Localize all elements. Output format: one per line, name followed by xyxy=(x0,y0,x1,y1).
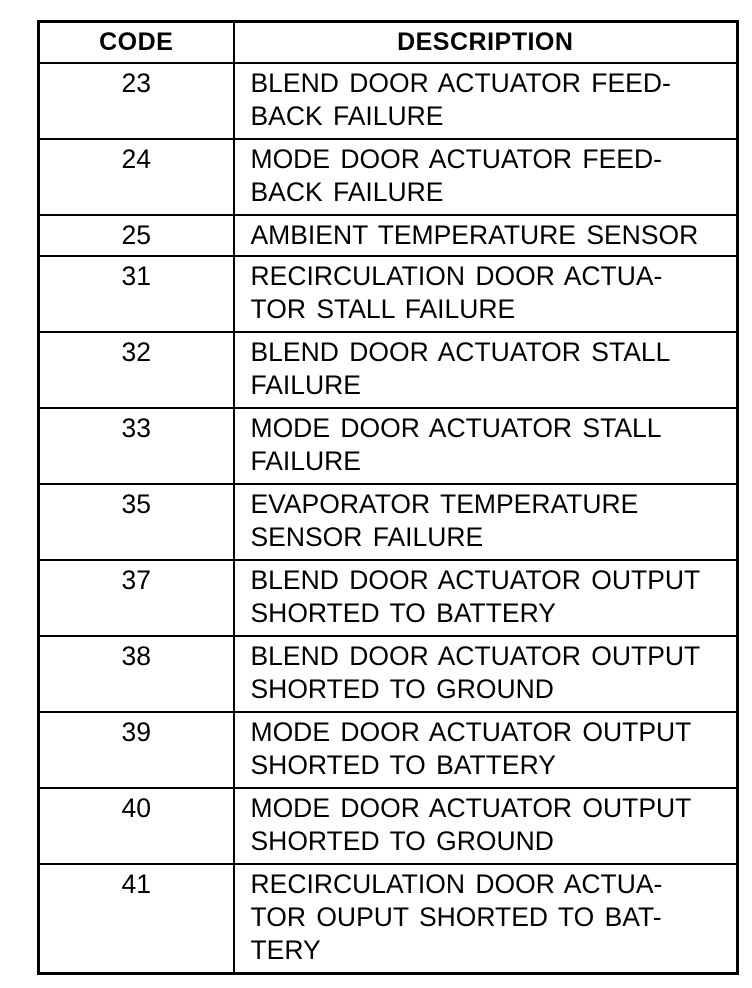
diagnostic-code-table xyxy=(37,20,739,975)
table-row xyxy=(39,484,738,560)
description-line: MODE DOOR ACTUATOR FEED- xyxy=(250,144,662,174)
code-cell: 23 xyxy=(39,63,234,139)
description-line: FAILURE xyxy=(250,370,361,400)
code-cell: 32 xyxy=(39,332,234,408)
table-row xyxy=(39,139,738,215)
table-row xyxy=(39,788,738,864)
code-cell: 40 xyxy=(39,788,234,864)
table-row xyxy=(39,636,738,712)
description-line: SHORTED TO GROUND xyxy=(250,826,554,856)
table-row xyxy=(39,712,738,788)
description-line: BACK FAILURE xyxy=(250,101,444,131)
description-line: SHORTED TO BATTERY xyxy=(250,750,556,780)
header-row xyxy=(39,22,738,64)
table-row xyxy=(39,864,738,974)
description-cell xyxy=(234,484,738,560)
description-line: EVAPORATOR TEMPERATURE xyxy=(250,489,639,519)
description-cell xyxy=(234,864,738,974)
code-cell: 31 xyxy=(39,256,234,332)
description-line: AMBIENT TEMPERATURE SENSOR xyxy=(250,220,699,250)
description-line: TOR STALL FAILURE xyxy=(250,294,516,324)
description-line: MODE DOOR ACTUATOR OUTPUT xyxy=(250,793,692,823)
code-cell: 41 xyxy=(39,864,234,974)
description-cell xyxy=(234,788,738,864)
table-row xyxy=(39,63,738,139)
table-row xyxy=(39,332,738,408)
table-row xyxy=(39,256,738,332)
description-line: BLEND DOOR ACTUATOR FEED- xyxy=(250,68,671,98)
description-line: BACK FAILURE xyxy=(250,177,444,207)
description-line: RECIRCULATION DOOR ACTUA- xyxy=(250,869,663,899)
description-line: TOR OUPUT SHORTED TO BAT- xyxy=(250,902,662,932)
description-cell xyxy=(234,139,738,215)
code-cell: 39 xyxy=(39,712,234,788)
description-cell xyxy=(234,636,738,712)
description-line: SHORTED TO GROUND xyxy=(250,674,554,704)
description-line: FAILURE xyxy=(250,446,361,476)
description-column-header: DESCRIPTION xyxy=(234,22,738,64)
description-cell xyxy=(234,215,738,256)
code-cell: 33 xyxy=(39,408,234,484)
description-line: TERY xyxy=(250,935,321,965)
description-line: MODE DOOR ACTUATOR STALL xyxy=(250,413,662,443)
code-column-header: CODE xyxy=(39,22,234,64)
description-line: SENSOR FAILURE xyxy=(250,522,484,552)
description-cell xyxy=(234,63,738,139)
description-cell xyxy=(234,256,738,332)
table-row xyxy=(39,408,738,484)
code-cell: 35 xyxy=(39,484,234,560)
code-cell: 24 xyxy=(39,139,234,215)
table-row xyxy=(39,215,738,256)
description-line: BLEND DOOR ACTUATOR OUTPUT xyxy=(250,641,701,671)
description-cell xyxy=(234,712,738,788)
code-cell: 38 xyxy=(39,636,234,712)
description-line: SHORTED TO BATTERY xyxy=(250,598,556,628)
description-line: BLEND DOOR ACTUATOR STALL xyxy=(250,337,671,367)
code-cell: 25 xyxy=(39,215,234,256)
description-line: BLEND DOOR ACTUATOR OUTPUT xyxy=(250,565,701,595)
description-line: MODE DOOR ACTUATOR OUTPUT xyxy=(250,717,692,747)
description-cell xyxy=(234,560,738,636)
table-row xyxy=(39,560,738,636)
description-cell xyxy=(234,408,738,484)
code-cell: 37 xyxy=(39,560,234,636)
description-line: RECIRCULATION DOOR ACTUA- xyxy=(250,261,663,291)
description-cell xyxy=(234,332,738,408)
